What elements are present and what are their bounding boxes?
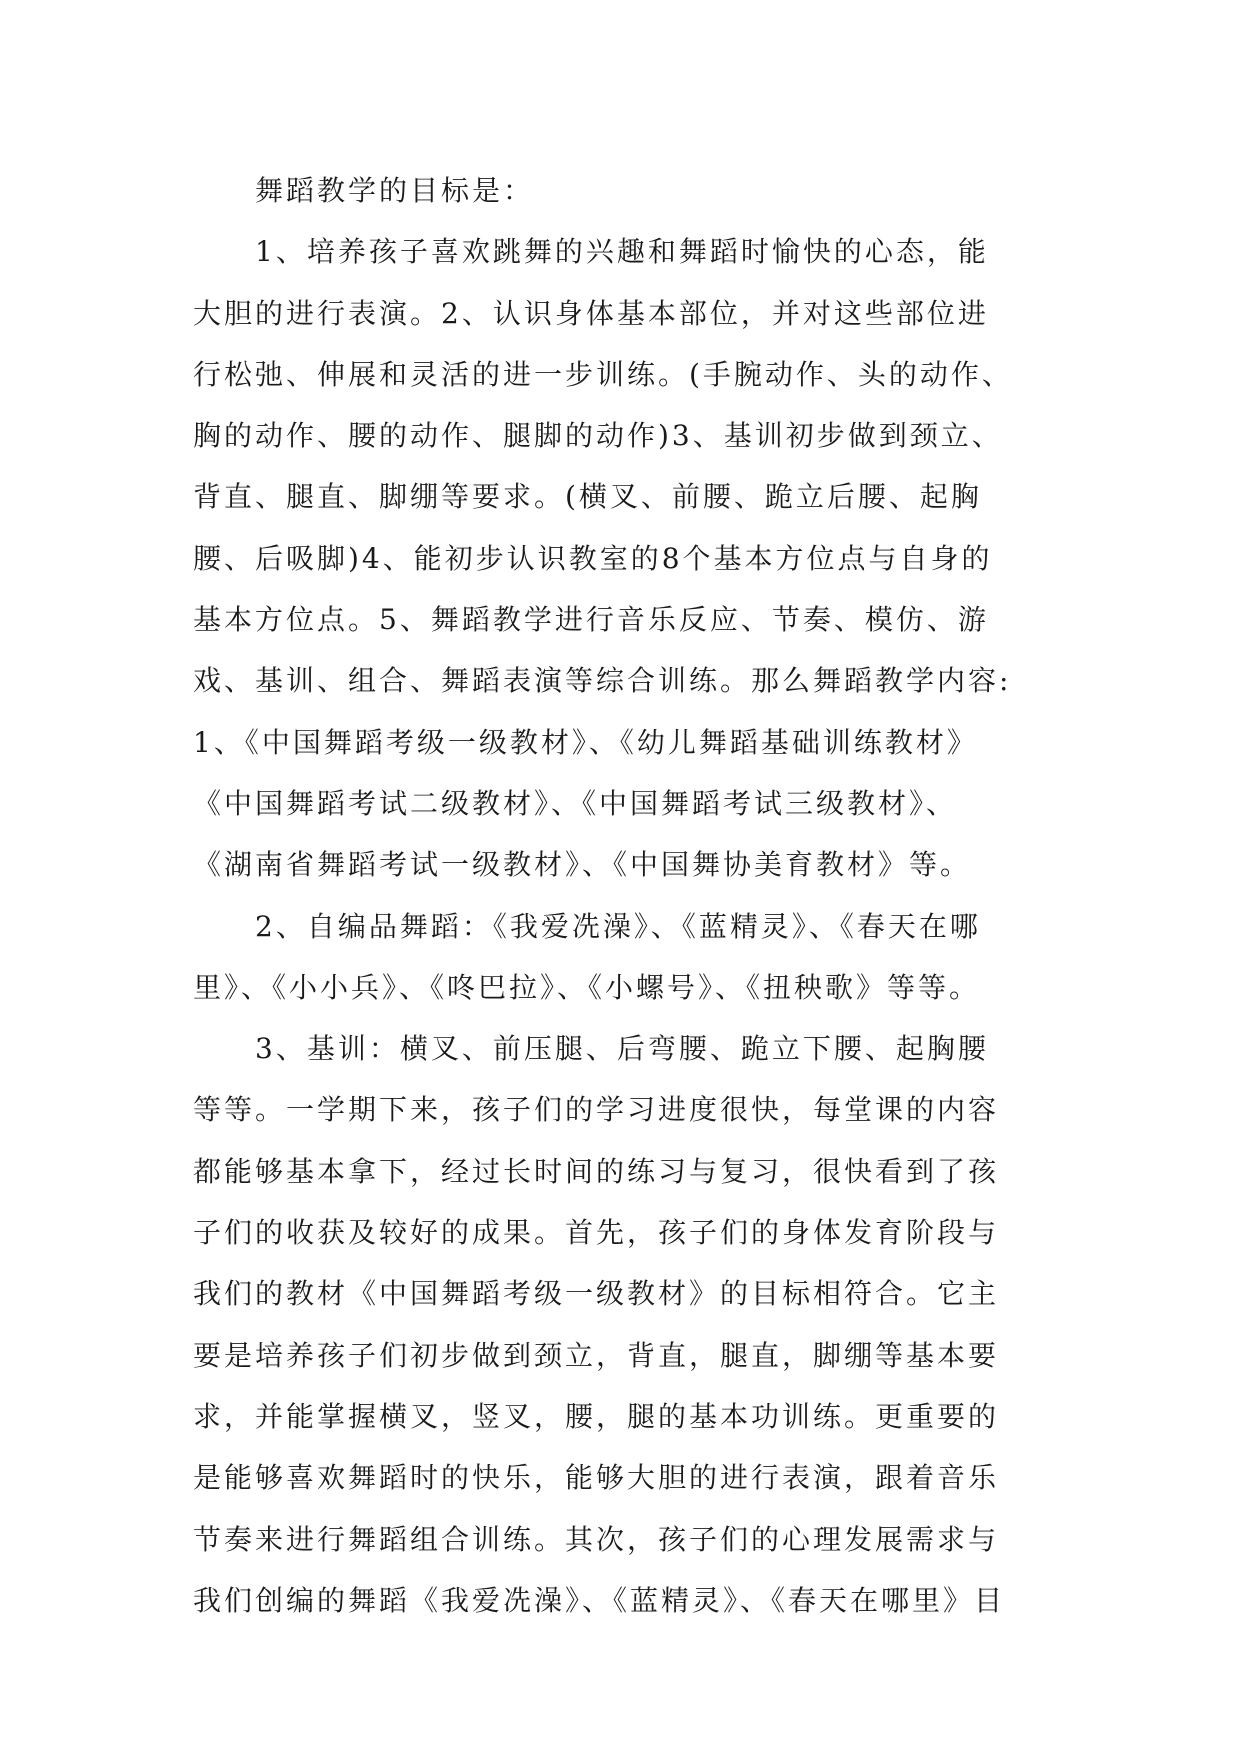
text-line: 节奏来进行舞蹈组合训练。其次，孩子们的心理发展需求与 [193, 1522, 1000, 1556]
text-line: 要是培养孩子们初步做到颈立，背直，腿直，脚绷等基本要 [193, 1338, 1000, 1372]
text-line: 是能够喜欢舞蹈时的快乐，能够大胆的进行表演，跟着音乐 [193, 1461, 1000, 1495]
text-line: 我们创编的舞蹈《我爱冼澡》、《蓝精灵》、《春天在哪里》目 [193, 1583, 1006, 1617]
text-line: 3、基训：横叉、前压腿、后弯腰、跪立下腰、起胸腰 [255, 1032, 989, 1066]
text-line: 《中国舞蹈考试二级教材》、《中国舞蹈考试三级教材》、 [193, 786, 958, 820]
text-line: 戏、基训、组合、舞蹈表演等综合训练。那么舞蹈教学内容: [193, 664, 1012, 698]
text-line: 胸的动作、腰的动作、腿脚的动作)3、基训初步做到颈立、 [193, 419, 1003, 453]
body-text [193, 160, 1055, 1631]
text-line: 等等。一学期下来，孩子们的学习进度很快，每堂课的内容 [193, 1093, 1000, 1127]
heading-line: 舞蹈教学的目标是： [255, 174, 535, 207]
text-line: 子们的收获及较好的成果。首先，孩子们的身体发育阶段与 [193, 1216, 1000, 1250]
text-line: 里》、《小小兵》、《咚巴拉》、《小螺号》、《扭秧歌》等等。 [193, 970, 981, 1004]
text-line: 我们的教材《中国舞蹈考级一级教材》的目标相符合。它主 [193, 1277, 1000, 1311]
text-line: 求，并能掌握横叉，竖叉，腰，腿的基本功训练。更重要的 [193, 1399, 1000, 1433]
text-line: 1、《中国舞蹈考级一级教材》、《幼儿舞蹈基础训练教材》 [193, 725, 978, 759]
text-line: 1、培养孩子喜欢跳舞的兴趣和舞蹈时愉快的心态，能 [255, 235, 989, 269]
text-line: 腰、后吸脚)4、能初步认识教室的8个基本方位点与自身的 [193, 541, 993, 575]
text-line: 基本方位点。5、舞蹈教学进行音乐反应、节奏、模仿、游 [193, 603, 989, 637]
text-line: 2、自编品舞蹈：《我爱冼澡》、《蓝精灵》、《春天在哪 [255, 909, 981, 943]
text-line: 背直、腿直、脚绷等要求。(横叉、前腰、跪立后腰、起胸 [193, 480, 982, 514]
text-line: 都能够基本拿下，经过长时间的练习与复习，很快看到了孩 [193, 1154, 1000, 1188]
text-line: 《湖南省舞蹈考试一级教材》、《中国舞协美育教材》等。 [193, 848, 972, 882]
text-line: 大胆的进行表演。2、认识身体基本部位，并对这些部位进 [193, 296, 989, 330]
text-line: 行松弛、伸展和灵活的进一步训练。(手腕动作、头的动作、 [193, 357, 1013, 391]
